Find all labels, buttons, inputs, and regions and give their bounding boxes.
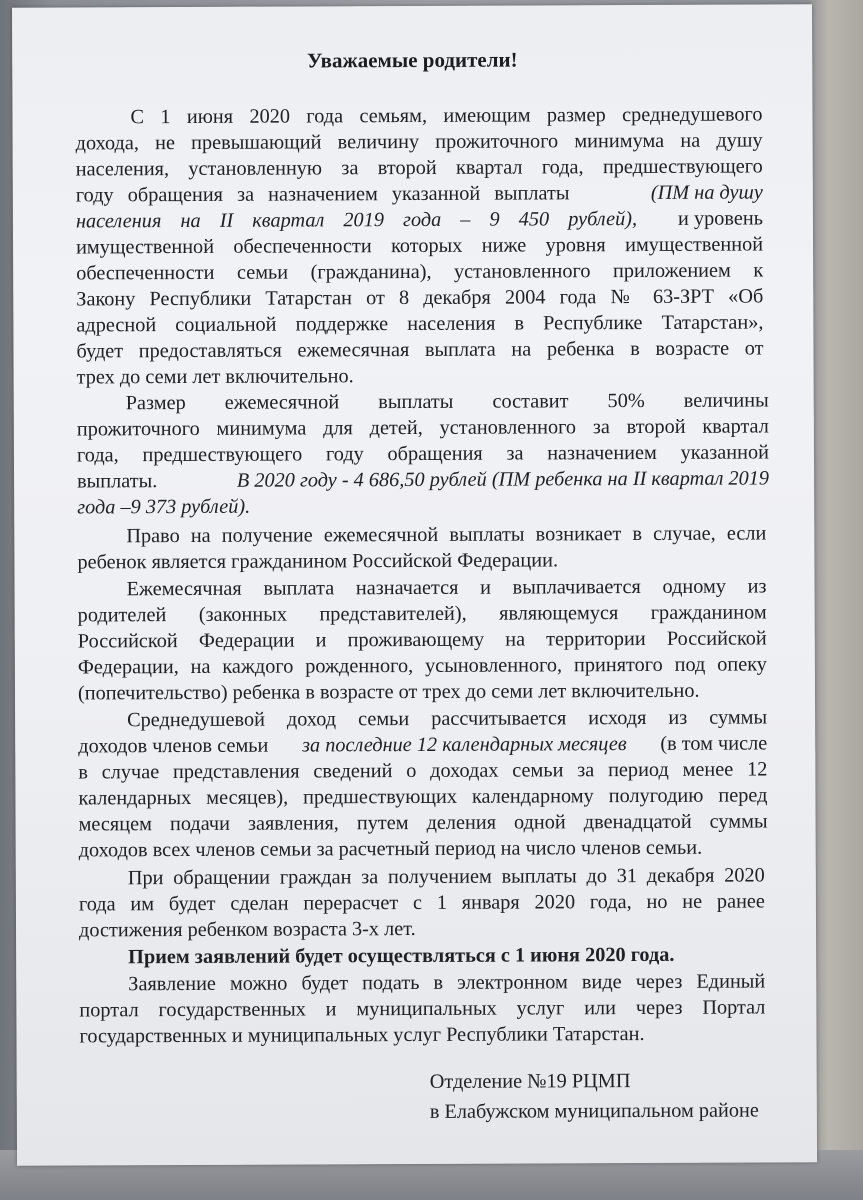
paragraph-2-line-4 (77, 465, 769, 494)
applications-start-notice: Прием заявлений будет осуществляться с 1 июня 2020 года. (128, 943, 675, 969)
paragraph-4-line-2: родителей (законных представителей), являющемуся гражданином (77, 601, 767, 627)
paragraph-4-line-5: (попечительство) ребенка в возрасте от трех до семи лет включительно. (77, 679, 700, 705)
paragraph-4-line-3: Российской Федерации и проживающему на территории Российской (77, 627, 767, 653)
signature-block (430, 1067, 759, 1124)
paragraph-4-line-4: Федерации, на каждого рожденного, усыновленного, принятого под опеку (77, 653, 767, 679)
paragraph-1-line-5-italic: населения на II квартал 2019 года – 9 450 рублей), (75, 208, 638, 233)
signature-district: в Елабужском муниципальном районе (429, 1099, 759, 1123)
paragraph-1-line-11: трех до семи лет включительно. (76, 365, 354, 389)
paragraph-2-line-2: прожиточного минимума для детей, установленного за второй квартал (76, 415, 769, 441)
paragraph-3-line-1: Право на получение ежемесячной выплаты возникает в случае, если (126, 522, 767, 548)
paragraph-8-line-3: государственных и муниципальных услуг Республики Татарстан. (79, 1022, 645, 1048)
paragraph-6-line-1: При обращении граждан за получением выплаты до 31 декабря 2020 (127, 864, 765, 890)
paragraph-5-line-2-text: доходов членов семьи (78, 734, 269, 758)
paragraph-6-line-2: года им будет сделан перерасчет с 1 января 2020 года, но не ранее (78, 890, 765, 916)
paragraph-5-line-4: календарных месяцев), предшествующих календарному полугодию перед (78, 784, 768, 810)
signature-department: Отделение №19 РЦМП (429, 1070, 631, 1093)
paragraph-1-line-1: С 1 июня 2020 года семьям, имеющим размер среднедушевого (130, 103, 763, 129)
paragraph-5-line-3: в случае представления сведений о доходах семьи за период менее 12 (78, 758, 768, 784)
paragraph-2-line-3: года, предшествующего году обращения за назначением указанной (76, 441, 769, 467)
paragraph-1-line-3: населения, установленную за второй квартал года, предшествующего (75, 155, 763, 181)
paragraph-1-line-8: Закону Республики Татарстан от 8 декабря 2004 года № 63-ЗРТ «Об (76, 285, 764, 311)
paragraph-5-line-5: месяцем подачи заявления, путем деления одной двенадцатой суммы (78, 810, 768, 836)
notice-sheet (12, 4, 817, 1165)
paragraph-2-line-4-text: выплаты. (77, 470, 158, 493)
paragraph-1-line-10: будет предоставляться ежемесячная выплата на ребенка в возрасте от (76, 337, 764, 363)
paragraph-1-line-9: адресной социальной поддержке населения в Республике Татарстан», (76, 311, 764, 337)
paragraph-5-line-2 (78, 730, 767, 759)
paragraph-1-line-7: обеспеченности семьи (гражданина), установленного приложением к (76, 259, 764, 285)
paragraph-1-line-4-text: году обращения за назначением указанной выплаты (75, 182, 570, 207)
paragraph-2-line-4-italic: В 2020 году - 4 686,50 рублей (ПМ ребенка на II квартал 2019 (236, 467, 770, 492)
paragraph-4-line-1: Ежемесячная выплата назначается и выплачивается одному из (126, 575, 767, 601)
paragraph-5-line-2-italic: за последние 12 календарных месяцев (302, 733, 627, 757)
paragraph-3-line-2: ребенок является гражданином Российской Федерации. (77, 549, 559, 574)
paragraph-8-line-1: Заявление можно будет подать в электронном виде через Единый (128, 970, 766, 996)
paragraph-1-line-6: имущественной обеспеченности которых ниже уровня имущественной (76, 233, 764, 259)
notice-title: Уважаемые родители! (306, 47, 518, 73)
paragraph-1-line-5 (76, 205, 763, 234)
paragraph-1-line-4 (76, 179, 763, 208)
paragraph-2-line-5: года –9 373 рублей). (77, 495, 251, 519)
paragraph-2-line-1: Размер ежемесячной выплаты составит 50% величины (125, 389, 769, 415)
paragraph-5-line-1: Среднедушевой доход семьи рассчитывается исходя из суммы (127, 706, 768, 732)
paragraph-1-line-4-italic: (ПМ на душу (650, 181, 763, 204)
paragraph-8-line-2: портал государственных и муниципальных услуг или через Портал (79, 996, 766, 1022)
paragraph-5-line-2-tail: (в том числе (660, 732, 768, 755)
paragraph-5-line-6: доходов всех членов семьи за расчетный период на число членов семьи. (78, 836, 703, 862)
paragraph-6-line-3: достижения ребенком возраста 3-х лет. (78, 917, 416, 942)
paragraph-1-line-5-text: и уровень (677, 207, 763, 230)
paragraph-1-line-2: дохода, не превышающий величину прожиточного минимума на душу (75, 129, 763, 155)
